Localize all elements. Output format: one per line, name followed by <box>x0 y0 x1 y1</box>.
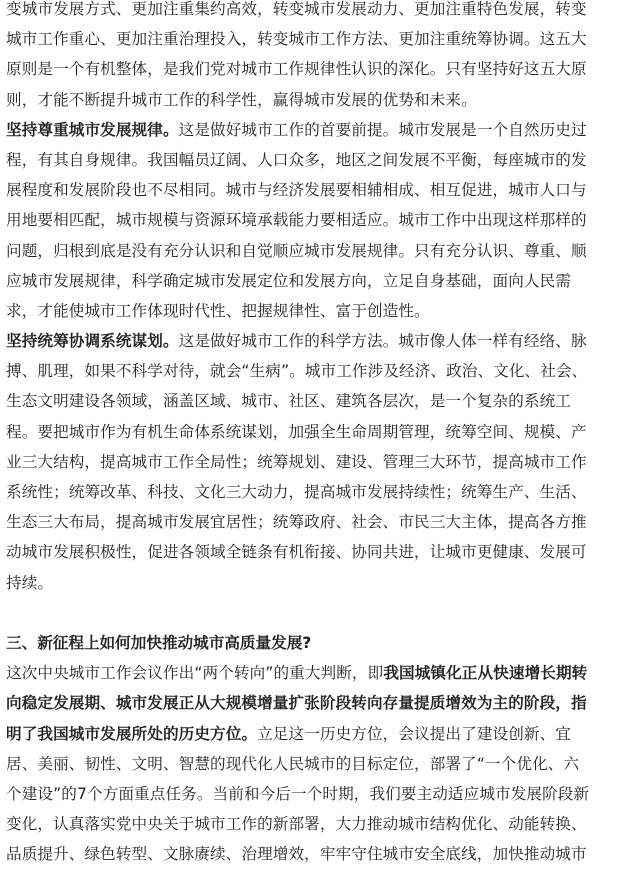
text-line: 系统性；统筹改革、科技、文化三大动力，提高城市发展持续性；统筹生产、生活、 <box>6 483 587 501</box>
paragraph-two-shifts <box>0 658 627 869</box>
text-line: 城市工作重心、更加注重治理投入，转变城市工作方法、更加注重统筹协调。这五大 <box>6 30 587 49</box>
paragraph-coordination <box>0 326 627 598</box>
text-line: 生态文明建设各领域，涵盖区域、城市、社区、建筑各层次，是一个复杂的系统工 <box>6 392 571 411</box>
text-line: 变化，认真落实党中央关于城市工作的新部署，大力推动城市结构优化、动能转换、 <box>6 815 587 834</box>
text-line: 业三大结构，提高城市工作全局性；统筹规划、建设、管理三大环节，提高城市工作 <box>6 452 587 471</box>
text-line: 则，才能不断提升城市工作的科学性，赢得城市发展的优势和未来。 <box>6 90 477 109</box>
text-line <box>6 115 627 145</box>
bold-run: 明了我国城市发展所处的历史方位。 <box>6 724 258 743</box>
bold-run: 我国城镇化正从快速增长期转 <box>383 664 588 683</box>
text-line: 程，有其自身规律。我国幅员辽阔、人口众多，地区之间发展不平衡，每座城市的发 <box>6 150 587 169</box>
text-line: 搏、肌理，如果不科学对待，就会“生病”。城市工作涉及经济、政治、文化、社会、 <box>6 362 588 381</box>
text-line: 向稳定发展期、城市发展正从大规模增量扩张阶段转向存量提质增效为主的阶段，指 <box>6 694 587 713</box>
text-run: 立足这一历史方位，会议提出了建设创新、宜 <box>257 724 571 743</box>
text-line: 用地要相匹配，城市规模与资源环境承载能力要相适应。城市工作中出现这样那样的 <box>6 211 587 230</box>
paragraph-gap <box>0 598 627 628</box>
text-line: 问题，归根到底是没有充分认识和自觉顺应城市发展规律。只有充分认识、尊重、顺 <box>6 241 587 260</box>
text-line: 求，才能使城市工作体现时代性、把握规律性、富于创造性。 <box>6 301 430 320</box>
text-run: 这是做好城市工作的科学方法。城市像人体一样有经络、脉 <box>178 332 587 351</box>
text-line: 持续。 <box>6 573 54 592</box>
bold-lead: 坚持尊重城市发展规律。 <box>6 120 179 139</box>
text-run: 这次中央城市工作会议作出“两个转向”的重大判断，即 <box>6 664 384 683</box>
text-line: 应城市发展规律，科学确定城市发展定位和发展方向，立足自身基础，面向人民需 <box>6 271 571 290</box>
text-line: 生态三大布局，提高城市发展宜居性；统筹政府、社会、市民三大主体，提高各方推 <box>6 513 587 532</box>
text-line: 原则是一个有机整体，是我们党对城市工作规律性认识的深化。只有坚持好这五大原 <box>6 60 587 79</box>
text-line: 变城市发展方式、更加注重集约高效，转变城市发展动力、更加注重特色发展，转变 <box>6 0 587 18</box>
text-line <box>6 719 627 749</box>
section-heading: 三、新征程上如何加快推动城市高质量发展? <box>6 633 312 652</box>
paragraph-respect-laws <box>0 115 627 326</box>
text-line: 程。要把城市作为有机生命体系统谋划，加强全生命周期管理，统筹空间、规模、产 <box>6 422 587 441</box>
text-line: 动城市发展积极性，促进各领域全链条有机衔接、协同共进，让城市更健康、发展可 <box>6 543 587 562</box>
bold-lead: 坚持统筹协调系统谋划。 <box>6 332 179 351</box>
text-line: 个建设”的7个方面重点任务。当前和今后一个时期，我们要主动适应城市发展阶段新 <box>6 784 590 803</box>
text-line: 品质提升、绿色转型、文脉赓续、治理增效，牢牢守住城市安全底线，加快推动城市 <box>6 845 587 864</box>
paragraph-principles <box>0 0 627 115</box>
text-line: 居、美丽、韧性、文明、智慧的现代化人民城市的目标定位，部署了“一个优化、六 <box>6 754 580 773</box>
text-line <box>6 658 627 688</box>
text-line: 展程度和发展阶段也不尽相同。城市与经济发展要相辅相成、相互促进，城市人口与 <box>6 181 587 200</box>
text-line <box>6 326 627 356</box>
text-run: 这是做好城市工作的首要前提。城市发展是一个自然历史过 <box>178 120 587 139</box>
